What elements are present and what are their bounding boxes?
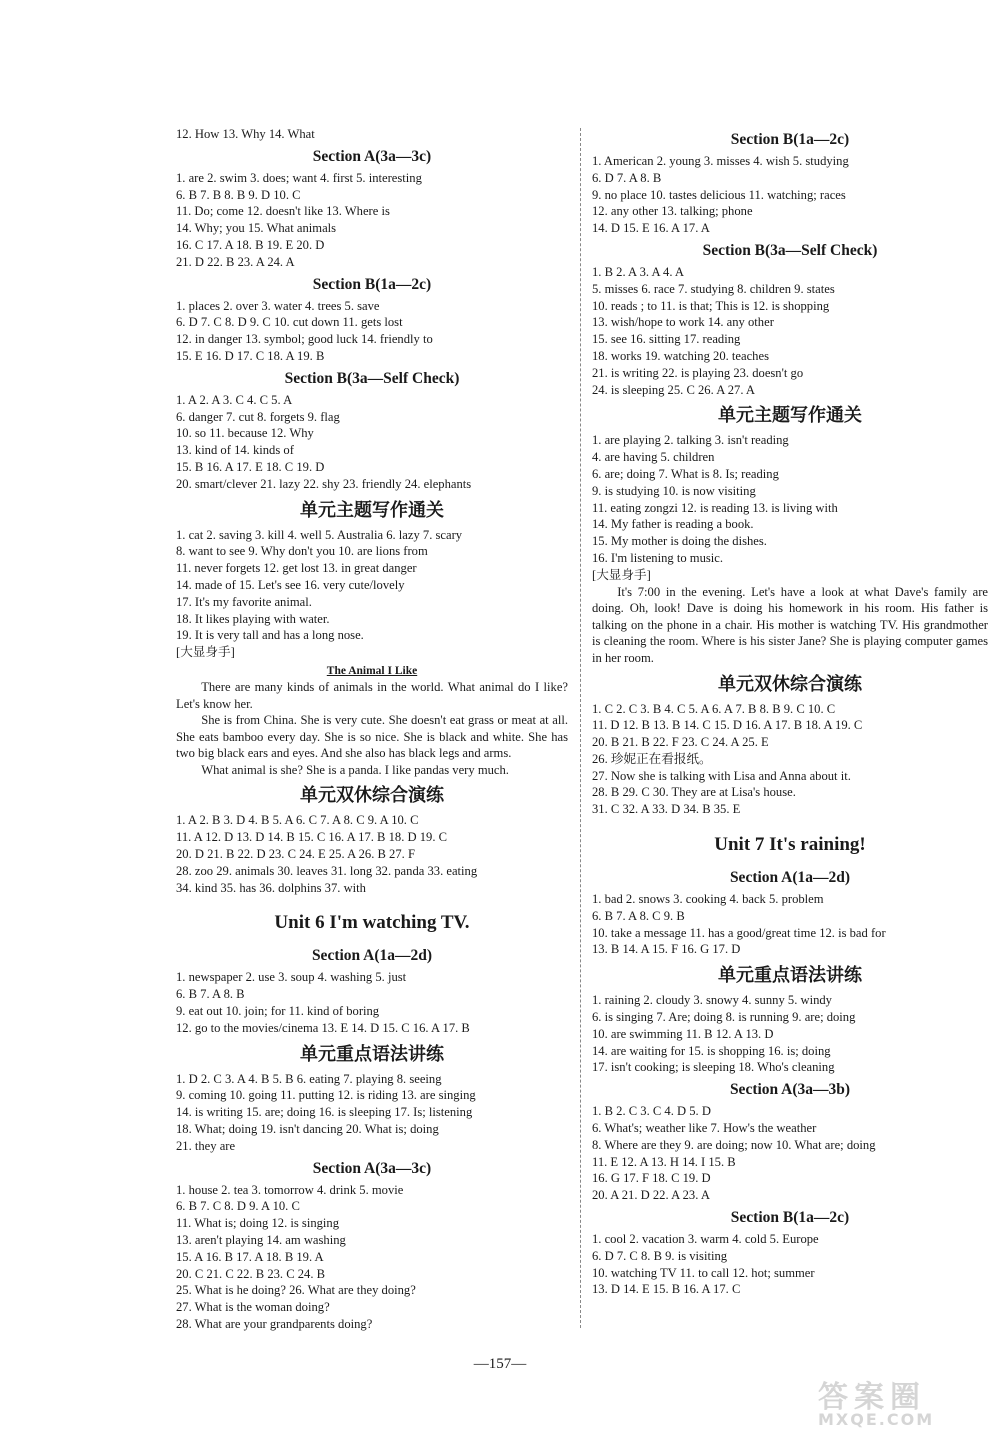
answer-line: 16. C 17. A 18. B 19. E 20. D (176, 237, 325, 252)
answer-line: 21. is writing 22. is playing 23. doesn't go (592, 365, 804, 380)
answer-line: 1. are playing 2. talking 3. isn't reading (592, 433, 789, 448)
answer-line: 9. is studying 10. is now visiting (592, 483, 756, 498)
answer-line: 20. smart/clever 21. lazy 22. shy 23. friendly 24. elephants (176, 476, 472, 491)
answer-line: 6. is singing 7. Are; doing 8. is running 9. are; doing (592, 1010, 856, 1025)
section-heading: Section B(1a—2c) (730, 1209, 850, 1227)
answer-line: 20. B 21. B 22. F 23. C 24. A 25. E (592, 735, 769, 750)
right-column (592, 126, 988, 1298)
chinese-heading: 单元主题写作通关 (718, 405, 862, 427)
answer-line: 6. D 7. C 8. D 9. C 10. cut down 11. gets lost (176, 315, 403, 330)
essay-title: The Animal I Like (326, 664, 418, 677)
section-heading: Section B(1a—2c) (312, 275, 432, 293)
answer-line: 6. D 7. C 8. B 9. is visiting (592, 1248, 728, 1263)
answer-line: 28. What are your grandparents doing? (176, 1317, 373, 1332)
answer-line: 18. It likes playing with water. (176, 611, 330, 626)
answer-line: 1. American 2. young 3. misses 4. wish 5. studying (592, 154, 849, 168)
answer-line: 6. B 7. A 8. C 9. B (592, 908, 685, 923)
unit-title: Unit 7 It's raining! (714, 834, 866, 856)
answer-line: 19. It is very tall and has a long nose. (176, 628, 364, 643)
answer-line: 13. D 14. E 15. B 16. A 17. C (592, 1282, 741, 1297)
answer-line: 11. D 12. B 13. B 14. C 15. D 16. A 17. B 18. A 19. C (592, 718, 863, 733)
answer-line: 15. A 16. B 17. A 18. B 19. A (176, 1249, 324, 1264)
answer-line: 12. in danger 13. symbol; good luck 14. friendly to (176, 332, 433, 347)
answer-line: 14. made of 15. Let's see 16. very cute/lovely (176, 577, 405, 592)
answer-line: 1. are 2. swim 3. does; want 4. first 5. interesting (176, 170, 422, 185)
page-number: —157— (473, 1356, 527, 1372)
answer-line: 12. go to the movies/cinema 13. E 14. D 15. C 16. A 17. B (176, 1020, 470, 1035)
answer-line: 28. zoo 29. animals 30. leaves 31. long 32. panda 33. eating (176, 863, 478, 878)
watermark-bottom-text: MXQE.COM (818, 1410, 935, 1429)
answer-line: 1. cat 2. saving 3. kill 4. well 5. Australia 6. lazy 7. scary (176, 527, 463, 542)
answer-line: 1. bad 2. snows 3. cooking 4. back 5. problem (592, 892, 824, 907)
answer-line: 9. coming 10. going 11. putting 12. is riding 13. are singing (176, 1088, 476, 1103)
answer-line: 15. B 16. A 17. E 18. C 19. D (176, 459, 325, 474)
answer-line: 14. are waiting for 15. is shopping 16. is; doing (592, 1043, 831, 1058)
answer-line: 10. are swimming 11. B 12. A 13. D (592, 1026, 774, 1041)
answer-line: 13. kind of 14. kinds of (176, 443, 294, 458)
answer-line: 6. D 7. A 8. B (592, 170, 662, 185)
watermark-top-text: 答案圈 (818, 1380, 926, 1415)
answer-line: 20. A 21. D 22. A 23. A (592, 1188, 710, 1203)
answer-line: 6. B 7. A 8. B (176, 987, 245, 1002)
chinese-heading: 单元重点语法讲练 (718, 965, 862, 987)
section-heading: Section A(1a—2d) (729, 869, 851, 887)
answer-line: 26. 珍妮正在看报纸。 (592, 751, 712, 766)
answer-line: 11. Do; come 12. doesn't like 13. Where is (176, 204, 390, 219)
answer-line: 14. D 15. E 16. A 17. A (592, 221, 710, 236)
answer-line: 15. see 16. sitting 17. reading (592, 332, 741, 347)
answer-line: 1. B 2. A 3. A 4. A (592, 264, 685, 279)
answer-line: 20. D 21. B 22. D 23. C 24. E 25. A 26. B 27. F (176, 847, 415, 862)
answer-line: 9. no place 10. tastes delicious 11. watching; races (592, 187, 846, 202)
answer-line: 34. kind 35. has 36. dolphins 37. with (176, 880, 366, 895)
answer-line: 27. What is the woman doing? (176, 1300, 330, 1315)
answer-line: 14. Why; you 15. What animals (176, 221, 337, 236)
essay-paragraph: What animal is she? She is a panda. I like pandas very much. (201, 762, 509, 777)
answer-line: 28. B 29. C 30. They are at Lisa's house. (592, 785, 796, 800)
section-heading: Section A(3a—3c) (312, 1159, 432, 1177)
answer-line: 15. E 16. D 17. C 18. A 19. B (176, 348, 325, 363)
chinese-heading: 单元双休综合演练 (718, 673, 862, 695)
answer-line: 1. D 2. C 3. A 4. B 5. B 6. eating 7. playing 8. seeing (176, 1071, 442, 1086)
answer-line: 12. any other 13. talking; phone (592, 204, 753, 219)
answer-line: 9. eat out 10. join; for 11. kind of boring (176, 1004, 380, 1019)
essay-paragraph: It's 7:00 in the evening. Let's have a look at what Dave's family are doing. Oh, look! Dave is doing his homework in his room. His father is talking on the phone in a chair. His mother is watching TV. His grandmother is cleaning the room. Where is his sister Jane? She is playing computer games in her room. (592, 584, 988, 665)
answer-line: 24. is sleeping 25. C 26. A 27. A (592, 382, 756, 397)
answer-line: 18. works 19. watching 20. teaches (592, 348, 769, 363)
answer-line: 1. newspaper 2. use 3. soup 4. washing 5. just (176, 970, 407, 985)
answer-line: 6. What's; weather like 7. How's the weather (592, 1121, 817, 1136)
section-heading: Section A(3a—3b) (729, 1081, 851, 1099)
answer-line: 11. A 12. D 13. D 14. B 15. C 16. A 17. B 18. D 19. C (176, 830, 448, 845)
answer-line: 8. want to see 9. Why don't you 10. are lions from (176, 544, 428, 559)
answer-line: 18. What; doing 19. isn't dancing 20. What is; doing (176, 1122, 439, 1137)
answer-line: 11. What is; doing 12. is singing (176, 1216, 340, 1231)
answer-line: 1. C 2. C 3. B 4. C 5. A 6. A 7. B 8. B 9. C 10. C (592, 701, 836, 716)
answer-line: 21. they are (176, 1138, 236, 1153)
answer-line: 25. What is he doing? 26. What are they doing? (176, 1283, 416, 1298)
answer-line: 17. It's my favorite animal. (176, 594, 312, 609)
section-heading: Section A(1a—2d) (311, 947, 433, 965)
essay-paragraph: She is from China. She is very cute. She doesn't eat grass or meat at all. She eats bamboo every day. She is so nice. She is black and white. She has two big black ears and eyes. And she also has black legs and arms. (176, 713, 568, 761)
answer-line: 1. A 2. B 3. D 4. B 5. A 6. C 7. A 8. C 9. A 10. C (176, 813, 419, 828)
answer-line: 15. My mother is doing the dishes. (592, 534, 767, 549)
answer-line: 27. Now she is talking with Lisa and Anna about it. (592, 768, 851, 783)
answer-line: 11. never forgets 12. get lost 13. in great danger (176, 561, 417, 576)
answer-line: 1. cool 2. vacation 3. warm 4. cold 5. Europe (592, 1232, 819, 1247)
answer-line: 10. so 11. because 12. Why (176, 426, 314, 441)
essay-paragraph: There are many kinds of animals in the world. What animal do I like? Let's know her. (176, 679, 568, 711)
answer-line: 16. G 17. F 18. C 19. D (592, 1171, 711, 1186)
answer-line: 11. E 12. A 13. H 14. I 15. B (592, 1154, 736, 1169)
section-heading: Section A(3a—3c) (312, 147, 432, 165)
answer-line: 10. watching TV 11. to call 12. hot; summer (592, 1265, 815, 1280)
column-divider (580, 128, 582, 1328)
watermark-logo (818, 1372, 988, 1429)
answer-line: 1. places 2. over 3. water 4. trees 5. save (176, 298, 380, 313)
answer-line: 20. C 21. C 22. B 23. C 24. B (176, 1266, 326, 1281)
left-column (176, 126, 568, 1333)
answer-line: [大显身手] (592, 567, 651, 582)
answer-line: 6. are; doing 7. What is 8. Is; reading (592, 466, 779, 481)
answer-line: 10. take a message 11. has a good/great time 12. is bad for (592, 925, 886, 940)
answer-line: 1. raining 2. cloudy 3. snowy 4. sunny 5. windy (592, 993, 832, 1008)
answer-line: 6. B 7. B 8. B 9. D 10. C (176, 187, 301, 202)
answer-line: 1. A 2. A 3. C 4. C 5. A (176, 392, 293, 407)
section-heading: Section B(3a—Self Check) (702, 241, 878, 259)
answer-line: 4. are having 5. children (592, 450, 715, 465)
section-heading: Section B(1a—2c) (730, 131, 850, 148)
answer-line: 11. eating zongzi 12. is reading 13. is living with (592, 500, 838, 515)
answer-line: 31. C 32. A 33. D 34. B 35. E (592, 802, 741, 817)
chinese-heading: 单元双休综合演练 (300, 785, 444, 807)
answer-line: 21. D 22. B 23. A 24. A (176, 254, 295, 269)
section-heading: Section B(3a—Self Check) (284, 369, 460, 387)
answer-line: 14. is writing 15. are; doing 16. is sleeping 17. Is; listening (176, 1105, 473, 1120)
answer-line: 13. wish/hope to work 14. any other (592, 315, 774, 330)
answer-line: [大显身手] (176, 645, 235, 660)
answer-line: 1. house 2. tea 3. tomorrow 4. drink 5. movie (176, 1182, 404, 1197)
answer-line: 10. reads ; to 11. is that; This is 12. is shopping (592, 298, 830, 313)
answer-line: 16. I'm listening to music. (592, 550, 723, 565)
answer-line: 6. B 7. C 8. D 9. A 10. C (176, 1199, 300, 1214)
answer-line: 17. isn't cooking; is sleeping 18. Who's cleaning (592, 1060, 835, 1075)
answer-line: 12. How 13. Why 14. What (176, 127, 315, 141)
answer-line: 13. aren't playing 14. am washing (176, 1233, 346, 1248)
chinese-heading: 单元重点语法讲练 (300, 1043, 444, 1065)
answer-line: 8. Where are they 9. are doing; now 10. What are; doing (592, 1137, 876, 1152)
unit-title: Unit 6 I'm watching TV. (274, 912, 470, 934)
answer-line: 13. B 14. A 15. F 16. G 17. D (592, 942, 741, 957)
answer-line: 14. My father is reading a book. (592, 517, 754, 532)
answer-line: 5. misses 6. race 7. studying 8. children 9. states (592, 281, 835, 296)
chinese-heading: 单元主题写作通关 (300, 499, 444, 521)
answer-line: 6. danger 7. cut 8. forgets 9. flag (176, 409, 340, 424)
answer-line: 1. B 2. C 3. C 4. D 5. D (592, 1104, 711, 1119)
